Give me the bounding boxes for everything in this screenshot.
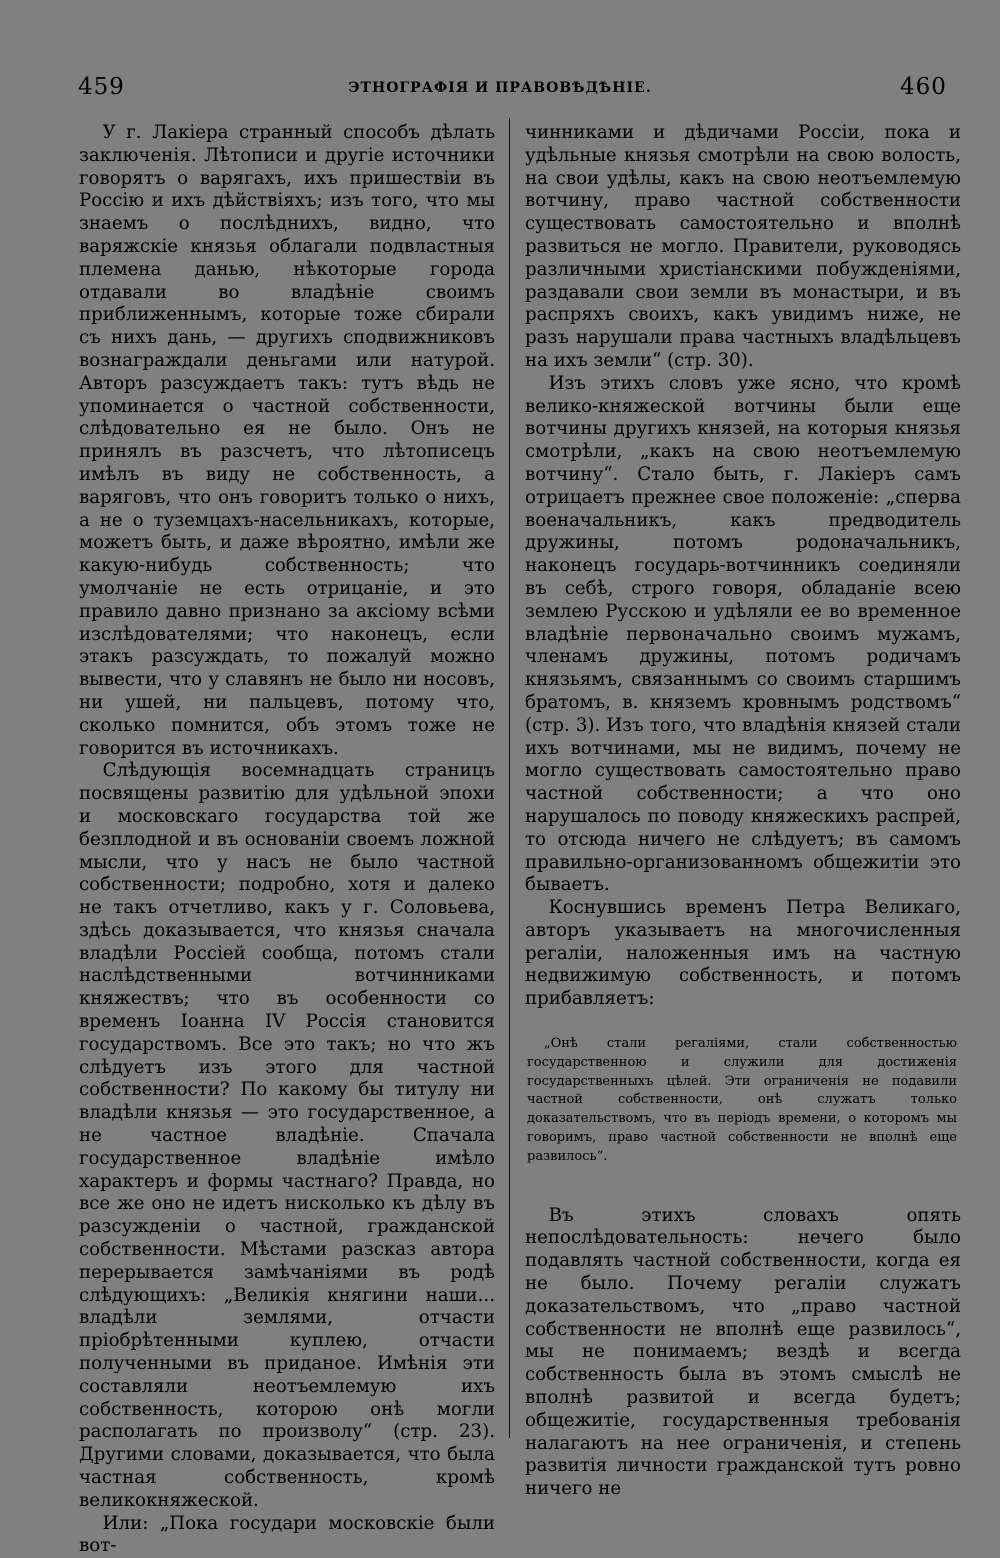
paragraph: Или: „Пока государи московскіе были вот- — [79, 1512, 495, 1557]
paragraph: Въ этихъ словахъ опять непослѣдовательность: нечего было подавлять частной собственности, когда ея не было. Почему регаліи служатъ доказательствомъ, что „право частной собственности не вполнѣ еще развилось“, мы не понимаемъ; вездѣ и всегда собственность была въ этомъ смыслѣ не вполнѣ развитой и всегда будетъ; общежитіе, государственныя требованія налагаютъ на нее ограниченія, и степень развитія личности гражданской тутъ ровно ничего не — [525, 1204, 961, 1500]
left-column — [79, 122, 495, 1558]
page-header — [0, 0, 1000, 110]
running-title: ЭТНОГРАФІЯ И ПРАВОВѢДѢНІЕ. — [348, 80, 652, 96]
paragraph: Изъ этихъ словъ уже ясно, что кромѣ велико-княжеской вотчины были еще вотчины другихъ князей, на которыя князья смотрѣли, „какъ на свою неотъемлемую вотчину“. Стало быть, г. Лакіеръ самъ отрицаетъ прежнее свое положеніе: „сперва военачальникъ, какъ предводитель дружины, потомъ родоначальникъ, наконецъ государь-вотчинникъ соединяли въ себѣ, строго говоря, обладаніе всею землею Русскою и удѣляли ее во временное владѣніе первоначально своимъ мужамъ, членамъ дружины, потомъ родичамъ князьямъ, связаннымъ со своимъ старшимъ братомъ, в. княземъ кровнымъ родствомъ“ (стр. 3). Изъ того, что владѣнія князей стали ихъ вотчинами, мы не видимъ, почему не могло существовать самостоятельно право частной собственности; а что оно нарушалось по поводу княжескихъ распрей, то отсюда ничего не слѣдуетъ; въ самомъ правильно-организованномъ общежитіи это бываетъ. — [525, 372, 961, 896]
paragraph: чинниками и дѣдичами Россіи, пока и удѣльные князья смотрѣли на свою волость, на свои удѣлы, какъ на свою неотъемлемую вотчину, право частной собственности существовать самостоятельно и вполнѣ развиться не могло. Правители, руководясь различными христіанскими побужденіями, раздавали свои земли въ монастыри, и въ распряхъ своихъ, какъ увидимъ ниже, не разъ нарушали права частныхъ владѣльцевъ на ихъ земли“ (стр. 30). — [525, 122, 961, 371]
paragraph: Слѣдующія восемнадцать страницъ посвящены развитію для удѣльной эпохи и московскаго государства той же безплодной и въ основаніи своемъ ложной мысли, что у насъ не было частной собственности; подробно, хотя и далеко не такъ отчетливо, какъ у г. Соловьева, здѣсь доказывается, что князья сначала владѣли Россіей сообща, потомъ стали наслѣдственными вотчинниками княжествъ; что въ особенности со временъ Іоанна IV Россія становится государствомъ. Все это такъ; но что жъ слѣдуетъ изъ этого для частной собственности? По какому бы титулу ни владѣли князья — это государственное, а не частное владѣніе. Спачала государственное владѣніе имѣло характеръ и формы частнаго? Правда, но все же оно не идетъ нисколько къ дѣлу въ разсужденіи о частной, гражданской собственности. Мѣстами разсказ автора перерывается замѣчаніями въ родѣ слѣдующихъ: „Великія княгини наши... владѣли землями, отчасти пріобрѣтенными куплею, отчасти полученными въ приданое. Имѣнія эти составляли неотъемлемую ихъ собственность, которою онѣ могли располагать по произволу“ (стр. 23). Другими словами, доказывается, что была частная собственность, кромѣ великокняжеской. — [79, 760, 495, 1511]
page-number-right: 460 — [900, 74, 947, 100]
right-column — [525, 122, 961, 1501]
page-number-left: 459 — [78, 74, 125, 100]
block-quote: „Онѣ стали регаліями, стали собственностью государственною и служили для достиженія государственныхъ цѣлей. Эти ограниченія не подавили частной собственности, онѣ служатъ только доказательствомъ, что въ періодъ времени, о которомъ мы говоримъ, право частной собственности не вполнѣ еще развилось“. — [527, 1036, 957, 1164]
paragraph: Коснувшись временъ Петра Великаго, авторъ указываетъ на многочисленныя регаліи, наложенныя имъ на частную недвижимую собственность, и потомъ прибавляетъ: — [525, 897, 961, 1010]
column-divider — [509, 118, 510, 1438]
paragraph: У г. Лакіера странный способъ дѣлать заключенія. Лѣтописи и другіе источники говорятъ о варягахъ, ихъ пришествіи въ Россію и ихъ дѣйствіяхъ; изъ того, что мы знаемъ о послѣднихъ, видно, что варяжскіе князья облагали подвластныя племена данью, нѣкоторые города отдавали во владѣніе своимъ приближеннымъ, которые тоже сбирали съ нихъ дань, — другихъ сподвижниковъ вознаграждали деньгами или натурой. Авторъ разсуждаетъ такъ: тутъ вѣдь не упоминается о частной собственности, слѣдовательно ея не было. Онъ не принялъ въ разсчетъ, что лѣтописецъ имѣлъ въ виду не собственность, а варяговъ, что онъ говоритъ только о нихъ, а не о туземцахъ-насельникахъ, которые, можетъ быть, и даже вѣроятно, имѣли же какую-нибудь собственность; что умолчаніе не есть отрицаніе, и это правило давно признано за аксіому всѣми изслѣдователями; что наконецъ, если этакъ разсуждать, то пожалуй можно вывести, что у славянъ не было ни носовъ, ни ушей, ни пальцевъ, потому что, сколько помнится, объ этомъ тоже не говорится въ источникахъ. — [79, 122, 495, 759]
